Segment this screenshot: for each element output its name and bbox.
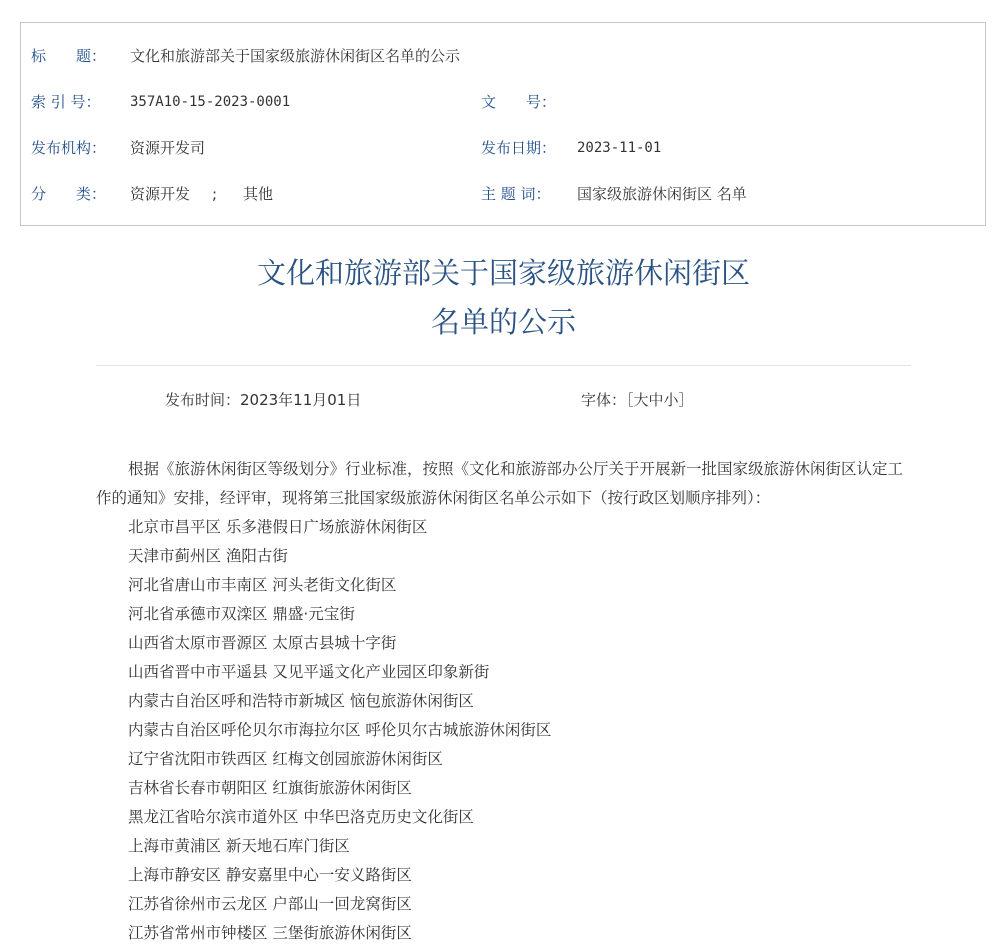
district-list — [96, 513, 916, 948]
publisher-value: 资源开发司 — [130, 139, 206, 157]
category-value-1[interactable]: 资源开发 — [130, 185, 191, 203]
list-item: 天津市蓟州区 渔阳古街 — [128, 547, 288, 565]
list-item: 内蒙古自治区呼伦贝尔市海拉尔区 呼伦贝尔古城旅游休闲街区 — [128, 721, 552, 739]
date-label: 发布日期： — [481, 139, 557, 157]
list-item: 江苏省常州市钟楼区 三堡街旅游休闲街区 — [128, 924, 412, 942]
index-label: 索 引 号： — [31, 93, 101, 111]
index-value: 357A10-15-2023-0001 — [130, 94, 291, 110]
docno-label: 文 号： — [481, 93, 557, 111]
list-item: 上海市静安区 静安嘉里中心一安义路街区 — [128, 866, 412, 884]
keywords-label: 主 题 词： — [481, 185, 551, 203]
article-body — [96, 455, 916, 948]
meta-row-title — [21, 45, 985, 67]
category-value-2[interactable]: 其他 — [243, 185, 274, 203]
publisher-label: 发布机构： — [31, 139, 107, 157]
metadata-panel — [20, 22, 986, 226]
list-item: 江苏省徐州市云龙区 户部山一回龙窝街区 — [128, 895, 412, 913]
list-item: 山西省晋中市平遥县 又见平遥文化产业园区印象新街 — [128, 663, 490, 681]
category-separator: ; — [212, 185, 218, 203]
title-label: 标 题： — [31, 47, 107, 65]
list-item: 河北省承德市双滦区 鼎盛·元宝街 — [128, 605, 355, 623]
article-intro: 根据《旅游休闲街区等级划分》行业标准，按照《文化和旅游部办公厅关于开展新一批国家级旅游休闲街区认定工作的通知》安排，经评审，现将第三批国家级旅游休闲街区名单公示如下（按行政区划顺序排列）： — [96, 460, 904, 507]
list-item: 北京市昌平区 乐多港假日广场旅游休闲街区 — [128, 518, 428, 536]
list-item: 内蒙古自治区呼和浩特市新城区 恼包旅游休闲街区 — [128, 692, 474, 710]
title-divider — [96, 365, 911, 366]
article-title-line-1: 文化和旅游部关于国家级旅游休闲街区 — [256, 256, 750, 290]
list-item: 河北省唐山市丰南区 河头老街文化街区 — [128, 576, 397, 594]
article-title-line-2: 名单的公示 — [430, 305, 576, 339]
category-label: 分 类： — [31, 185, 107, 203]
keywords-value: 国家级旅游休闲街区 名单 — [577, 185, 747, 203]
publish-time: 发布时间：2023年11月01日 — [165, 391, 362, 409]
title-value: 文化和旅游部关于国家级旅游休闲街区名单的公示 — [130, 47, 461, 65]
meta-row-category — [21, 183, 985, 205]
date-value: 2023-11-01 — [577, 140, 662, 156]
list-item: 山西省太原市晋源区 太原古县城十字街 — [128, 634, 397, 652]
font-size-selector[interactable]: 字体：［大中小］ — [581, 391, 694, 409]
list-item: 黑龙江省哈尔滨市道外区 中华巴洛克历史文化街区 — [128, 808, 474, 826]
list-item: 吉林省长春市朝阳区 红旗街旅游休闲街区 — [128, 779, 412, 797]
list-item: 辽宁省沈阳市铁西区 红梅文创园旅游休闲街区 — [128, 750, 443, 768]
meta-row-publisher — [21, 137, 985, 159]
list-item: 上海市黄浦区 新天地石库门街区 — [128, 837, 350, 855]
meta-row-index — [21, 91, 985, 113]
